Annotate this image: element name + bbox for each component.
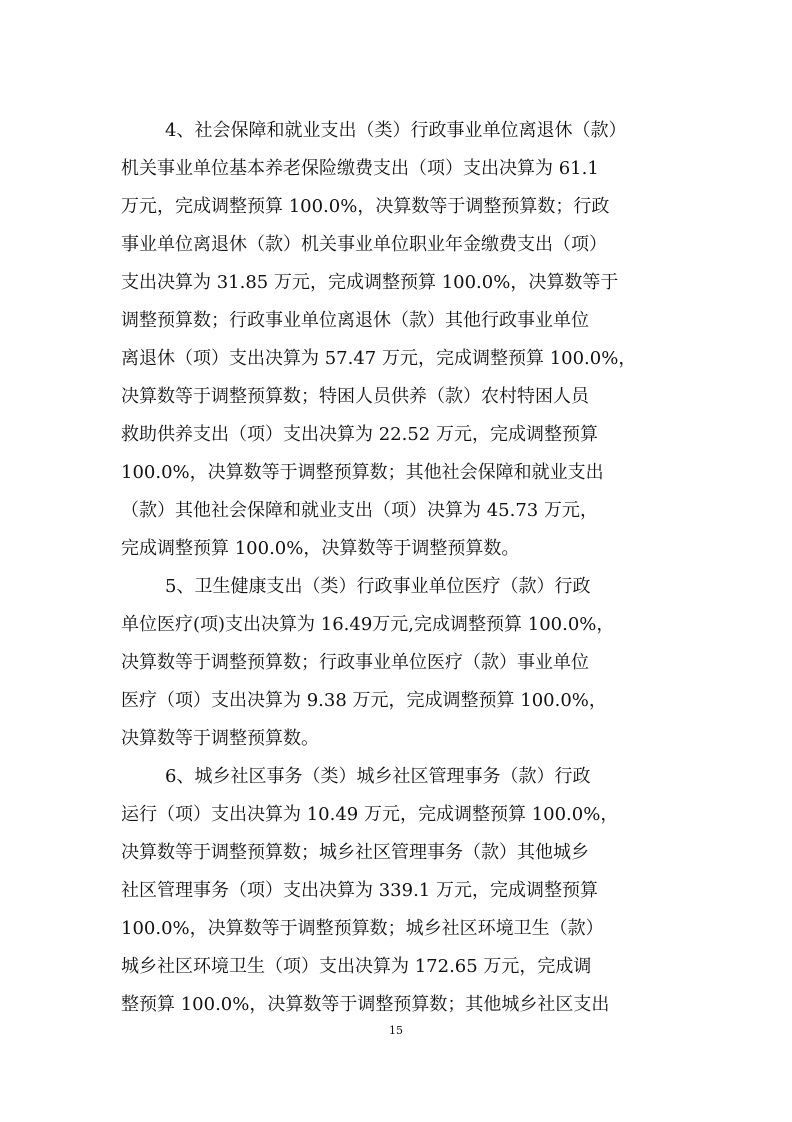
- text-line: 城乡社区环境卫生（项）支出决算为 172.65 万元，完成调: [121, 956, 592, 977]
- text-line: 6、城乡社区事务（类）城乡社区管理事务（款）行政: [165, 766, 591, 787]
- text-line: 决算数等于调整预算数。: [121, 728, 319, 749]
- text-line: （款）其他社会保障和就业支出（项）决算为 45.73 万元，: [121, 500, 598, 521]
- text-line: 运行（项）支出决算为 10.49 万元，完成调整预算 100.0%，: [121, 804, 619, 825]
- text-line: 单位医疗(项)支出决算为 16.49万元,完成调整预算 100.0%，: [121, 614, 615, 635]
- text-line: 医疗（项）支出决算为 9.38 万元，完成调整预算 100.0%，: [121, 690, 607, 711]
- text-line: 4、社会保障和就业支出（类）行政事业单位离退休（款）: [165, 120, 627, 141]
- page-body: [121, 112, 681, 1024]
- paragraph: [121, 758, 681, 1024]
- text-line: 社区管理事务（项）支出决算为 339.1 万元，完成调整预算: [121, 880, 598, 901]
- text-line: 完成调整预算 100.0%，决算数等于调整预算数。: [121, 538, 520, 559]
- text-line: 支出决算为 31.85 万元，完成调整预算 100.0%，决算数等于: [121, 272, 619, 293]
- text-line: 机关事业单位基本养老保险缴费支出（项）支出决算为 61.1: [121, 158, 599, 179]
- text-line: 整预算 100.0%，决算数等于调整预算数；其他城乡社区支出: [121, 994, 610, 1015]
- text-line: 万元，完成调整预算 100.0%，决算数等于调整预算数；行政: [121, 196, 610, 217]
- text-line: 决算数等于调整预算数；城乡社区管理事务（款）其他城乡: [121, 842, 589, 863]
- text-line: 100.0%，决算数等于调整预算数；城乡社区环境卫生（款）: [121, 918, 604, 939]
- text-line: 决算数等于调整预算数；特困人员供养（款）农村特困人员: [121, 386, 589, 407]
- text-line: 决算数等于调整预算数；行政事业单位医疗（款）事业单位: [121, 652, 589, 673]
- text-line: 事业单位离退休（款）机关事业单位职业年金缴费支出（项）: [121, 234, 607, 255]
- text-line: 救助供养支出（项）支出决算为 22.52 万元，完成调整预算: [121, 424, 598, 445]
- paragraph: [121, 568, 681, 758]
- text-line: 100.0%，决算数等于调整预算数；其他社会保障和就业支出: [121, 462, 604, 483]
- text-line: 5、卫生健康支出（类）行政事业单位医疗（款）行政: [165, 576, 591, 597]
- page-number: 15: [389, 1024, 403, 1037]
- text-line: 调整预算数；行政事业单位离退休（款）其他行政事业单位: [121, 310, 589, 331]
- text-line: 离退休（项）支出决算为 57.47 万元，完成调整预算 100.0%，: [121, 348, 637, 369]
- paragraph: [121, 112, 681, 568]
